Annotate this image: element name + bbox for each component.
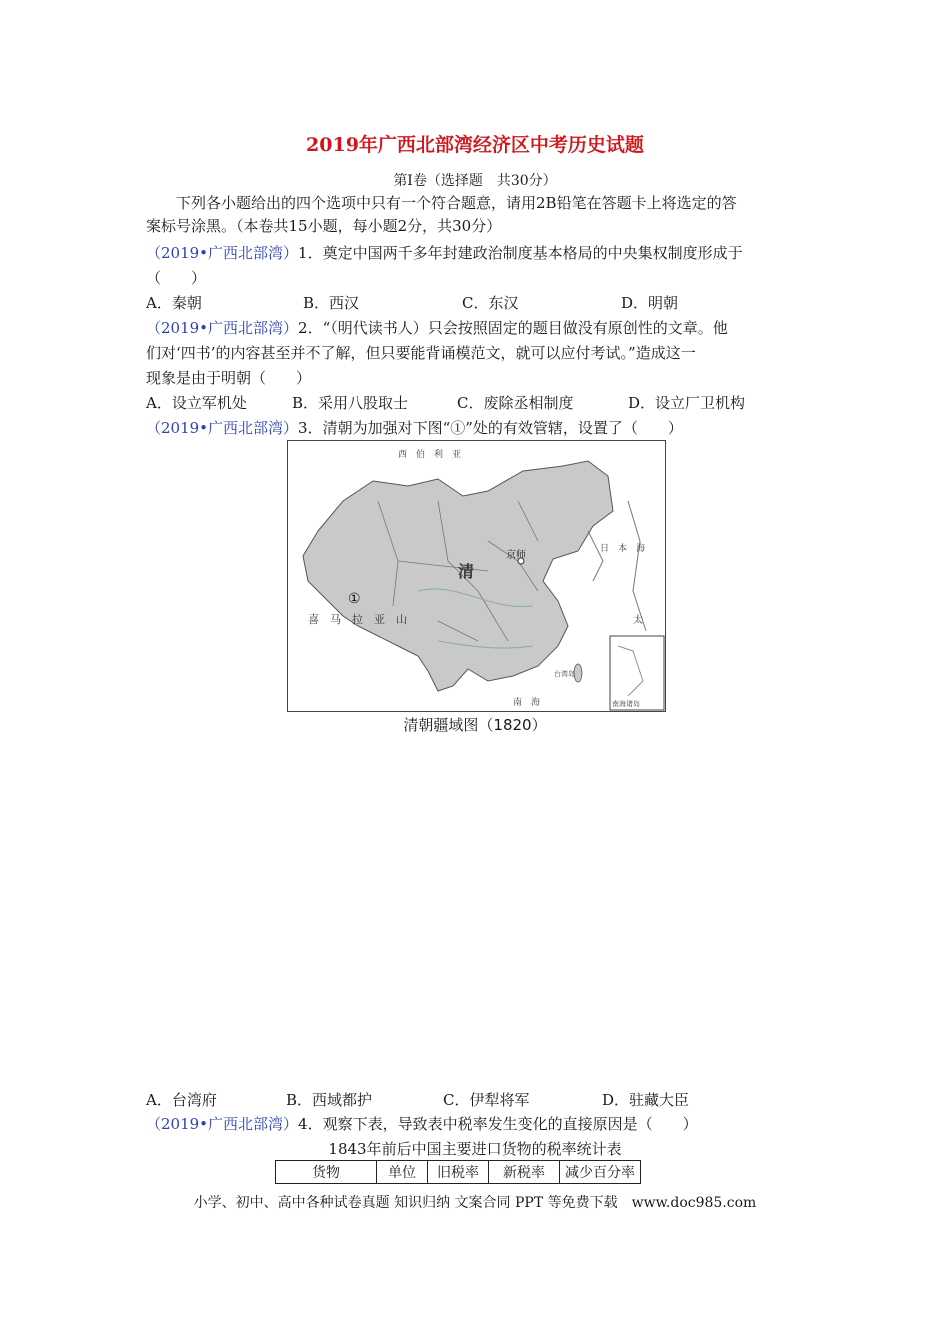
table-header-cell: 单位	[377, 1161, 428, 1184]
question-4	[146, 1114, 698, 1134]
qing-territory-map	[287, 440, 666, 712]
section-heading: 第Ⅰ卷（选择题 共30分）	[393, 173, 557, 189]
option-b: B．西域都护	[286, 1091, 373, 1109]
question-1	[146, 243, 743, 263]
intro-line-2: 案标号涂黑。（本卷共15小题，每小题2分，共30分）	[146, 217, 502, 235]
question-source: （2019•广西北部湾）	[146, 1115, 299, 1133]
table-header-row	[276, 1161, 641, 1184]
option-c: C．伊犁将军	[443, 1091, 530, 1109]
question-3	[146, 418, 683, 438]
question-text: 3．清朝为加强对下图“①”处的有效管辖，设置了（ ）	[298, 419, 683, 437]
map-label-capital: 京师	[506, 550, 526, 561]
map-graphic	[288, 441, 665, 711]
map-label-sea-of-japan: 日 本 海	[600, 544, 646, 554]
map-label-south-sea: 南 海	[513, 698, 541, 708]
option-b: B．采用八股取士	[292, 394, 409, 412]
option-a: A．秦朝	[146, 294, 202, 312]
map-marker-1: ①	[348, 591, 361, 607]
table-header-cell: 新税率	[489, 1161, 560, 1184]
option-d: D．明朝	[621, 294, 679, 312]
map-label-inset: 南海诸岛	[612, 700, 640, 708]
tax-rate-table	[275, 1160, 641, 1184]
table-header-cell: 货物	[276, 1161, 377, 1184]
map-caption: 清朝疆域图（1820）	[403, 716, 547, 734]
map-label-himalaya: 喜 马 拉 亚 山	[308, 613, 407, 626]
question-source: （2019•广西北部湾）	[146, 319, 299, 337]
question-3-options	[146, 1090, 846, 1110]
question-2	[146, 318, 728, 338]
page-title: 2019年广西北部湾经济区中考历史试题	[306, 134, 644, 156]
question-text: 4．观察下表，导致表中税率发生变化的直接原因是（ ）	[298, 1115, 698, 1133]
map-label-siberia: 西 伯 利 亚	[398, 450, 462, 460]
question-2-options	[146, 393, 846, 413]
table-title: 1843年前后中国主要进口货物的税率统计表	[328, 1140, 622, 1158]
option-b: B．西汉	[303, 294, 360, 312]
option-a: A．设立军机处	[146, 394, 247, 412]
map-label-taiwan: 台湾岛	[554, 670, 575, 678]
option-d: D．设立厂卫机构	[628, 394, 746, 412]
question-text: 1．奠定中国两千多年封建政治制度基本格局的中央集权制度形成于	[298, 244, 743, 262]
table-header-cell: 减少百分率	[560, 1161, 641, 1184]
question-2-line-2: 们对‘四书’的内容甚至并不了解，但只要能背诵模范文，就可以应付考试。”造成这一	[146, 344, 696, 362]
question-2-line-3: 现象是由于明朝（ ）	[146, 369, 312, 387]
option-c: C．废除丞相制度	[457, 394, 574, 412]
map-label-qing: 清	[458, 562, 475, 581]
question-source: （2019•广西北部湾）	[146, 419, 299, 437]
option-a: A．台湾府	[146, 1091, 217, 1109]
question-1-options	[146, 293, 846, 313]
map-label-pacific: 太	[633, 615, 643, 626]
intro-line-1: 下列各小题给出的四个选项中只有一个符合题意，请用2B铅笔在答题卡上将选定的答	[146, 194, 737, 212]
question-source: （2019•广西北部湾）	[146, 244, 299, 262]
table-header-cell: 旧税率	[428, 1161, 489, 1184]
page-footer: 小学、初中、高中各种试卷真题 知识归纳 文案合同 PPT 等免费下载 www.doc985.com	[193, 1195, 757, 1211]
question-text: 2．“（明代读书人）只会按照固定的题目做没有原创性的文章。他	[298, 319, 728, 337]
option-d: D．驻藏大臣	[602, 1091, 690, 1109]
question-1-blank: （ ）	[146, 269, 207, 287]
option-c: C．东汉	[462, 294, 519, 312]
